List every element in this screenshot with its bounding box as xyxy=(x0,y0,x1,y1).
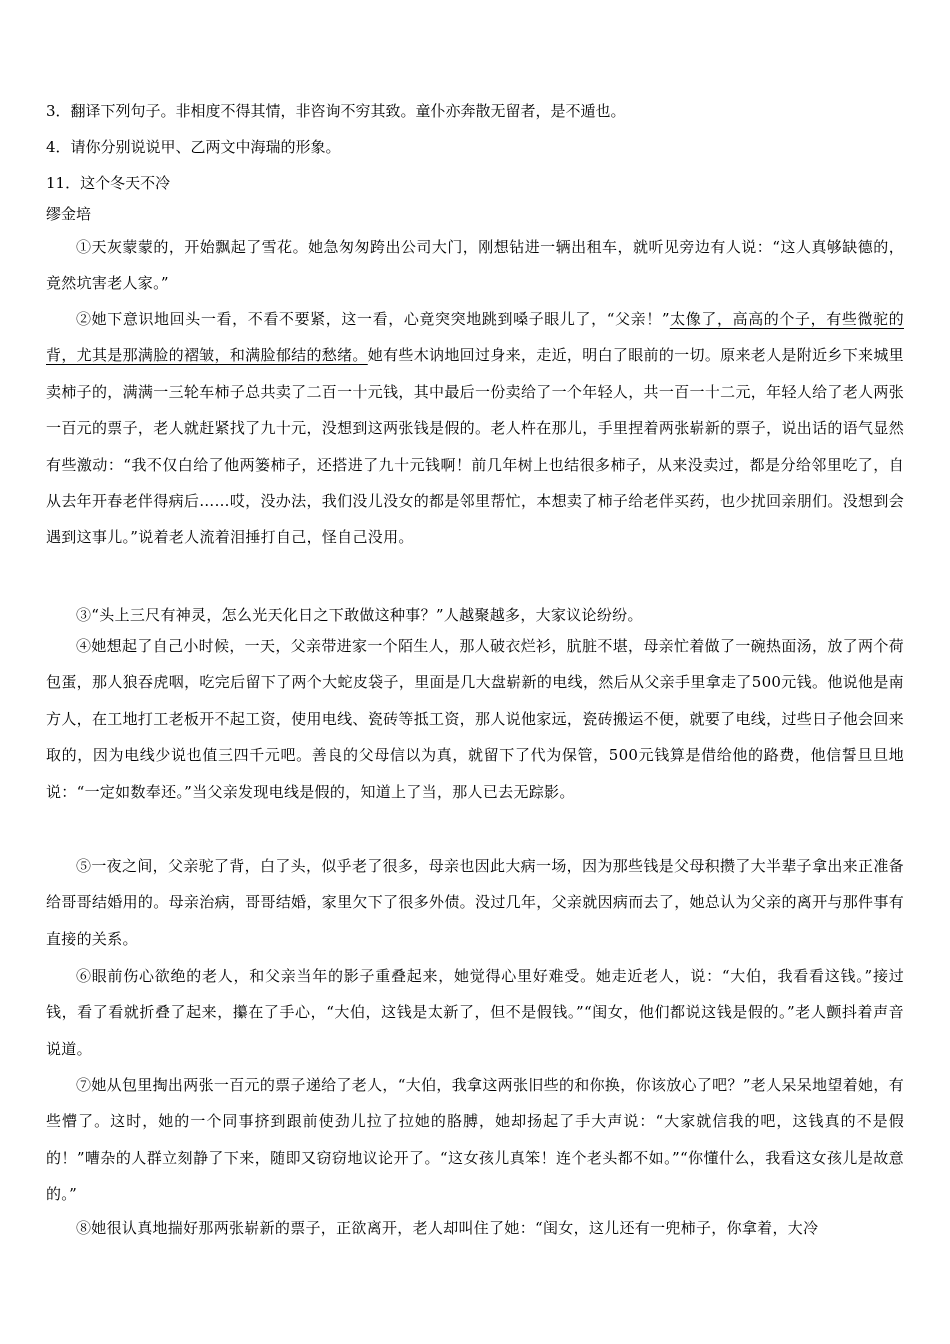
paragraph-8 xyxy=(46,1210,904,1246)
paragraph-4-text: ④她想起了自己小时候，一天，父亲带进家一个陌生人，那人破衣烂衫，肮脏不堪，母亲忙着做了一碗热面汤，放了两个荷包蛋，那人狼吞虎咽，吃完后留下了两个大蛇皮袋子，里面是几大盘崭新的电线，然后从父亲手里拿走了500元钱。他说他是南方人，在工地打工老板开不起工资，使用电线、瓷砖等抵工资，那人说他家远，瓷砖搬运不便，就要了电线，过些日子他会回来取的，因为电线少说也值三四千元吧。善良的父母信以为真，就留下了代为保管，500元钱算是借给他的路费，他信誓旦旦地说：“一定如数奉还。”当父亲发现电线是假的，知道上了当，那人已去无踪影。 xyxy=(46,637,904,801)
paragraph-8-text: ⑧她很认真地揣好那两张崭新的票子，正欲离开，老人却叫住了她：“闺女，这儿还有一兜柿子，你拿着，大冷 xyxy=(76,1219,819,1237)
paragraph-2-text-start: ②她下意识地回头一看，不看不要紧，这一看，心竟突突地跳到嗓子眼儿了，“父亲！” xyxy=(76,310,670,328)
paragraph-5-text: ⑤一夜之间，父亲驼了背，白了头，似乎老了很多，母亲也因此大病一场，因为那些钱是父母积攒了大半辈子拿出来正准备给哥哥结婚用的。母亲治病，哥哥结婚，家里欠下了很多外债。没过几年，父亲就因病而去了，她总认为父亲的离开与那件事有直接的关系。 xyxy=(46,857,904,948)
paragraph-4 xyxy=(46,628,904,810)
paragraph-1 xyxy=(46,229,904,302)
article-author: 缪金培 xyxy=(46,205,92,223)
paragraph-7 xyxy=(46,1067,904,1213)
paragraph-7-text: ⑦她从包里掏出两张一百元的票子递给了老人，“大伯，我拿这两张旧些的和你换，你该放心了吧？”老人呆呆地望着她，有些懵了。这时，她的一个同事挤到跟前使劲儿拉了拉她的胳膊，她却扬起了手大声说：“大家就信我的吧，这钱真的不是假的！”嘈杂的人群立刻静了下来，随即又窃窃地议论开了。“这女孩儿真笨！连个老头都不如。”“你懂什么，我看这女孩儿是故意的。” xyxy=(46,1076,904,1204)
question-4: 4．请你分别说说甲、乙两文中海瑞的形象。 xyxy=(46,138,341,156)
paragraph-2-text-end: 她有些木讷地回过身来，走近，明白了眼前的一切。原来老人是附近乡下来城里卖柿子的，满满一三轮车柿子总共卖了二百一十元钱，其中最后一份卖给了一个年轻人，共一百一十二元，年轻人给了老人两张一百元的票子，老人就赶紧找了九十元，没想到这两张钱是假的。老人杵在那儿，手里捏着两张崭新的票子，说出话的语气显然有些激动：“我不仅白给了他两篓柿子，还搭进了九十元钱啊！前几年树上也结很多柿子，从来没卖过，都是分给邻里吃了，自从去年开春老伴得病后……哎，没办法，我们没儿没女的都是邻里帮忙，本想卖了柿子给老伴买药，也少扰回亲朋们。没想到会遇到这事儿。”说着老人流着泪捶打自己，怪自己没用。 xyxy=(46,346,904,547)
paragraph-2-underlined-text: 太像了，高高的个子，有些微驼的背，尤其是那满脸的褶皱，和满脸郁结的愁绪。 xyxy=(46,310,904,365)
paragraph-1-text: ①天灰蒙蒙的，开始飘起了雪花。她急匆匆跨出公司大门，刚想钻进一辆出租车，就听见旁边有人说：“这人真够缺德的，竟然坑害老人家。” xyxy=(46,238,904,293)
question-3: 3．翻译下列句子。非相度不得其情，非咨询不穷其致。童仆亦奔散无留者，是不遁也。 xyxy=(46,102,626,120)
paragraph-6 xyxy=(46,958,904,1067)
paragraph-2 xyxy=(46,301,904,556)
paragraph-5 xyxy=(46,848,904,957)
paragraph-3-text: ③“头上三尺有神灵，怎么光天化日之下敢做这种事？”人越聚越多，大家议论纷纷。 xyxy=(76,606,643,624)
paragraph-6-text: ⑥眼前伤心欲绝的老人，和父亲当年的影子重叠起来，她觉得心里好难受。她走近老人，说：“大伯，我看看这钱。”接过钱，看了看就折叠了起来，攥在了手心，“大伯，这钱是太新了，但不是假钱。”“闺女，他们都说这钱是假的。”老人颤抖着声音说道。 xyxy=(46,967,904,1058)
article-heading: 11．这个冬天不冷 xyxy=(46,174,171,192)
